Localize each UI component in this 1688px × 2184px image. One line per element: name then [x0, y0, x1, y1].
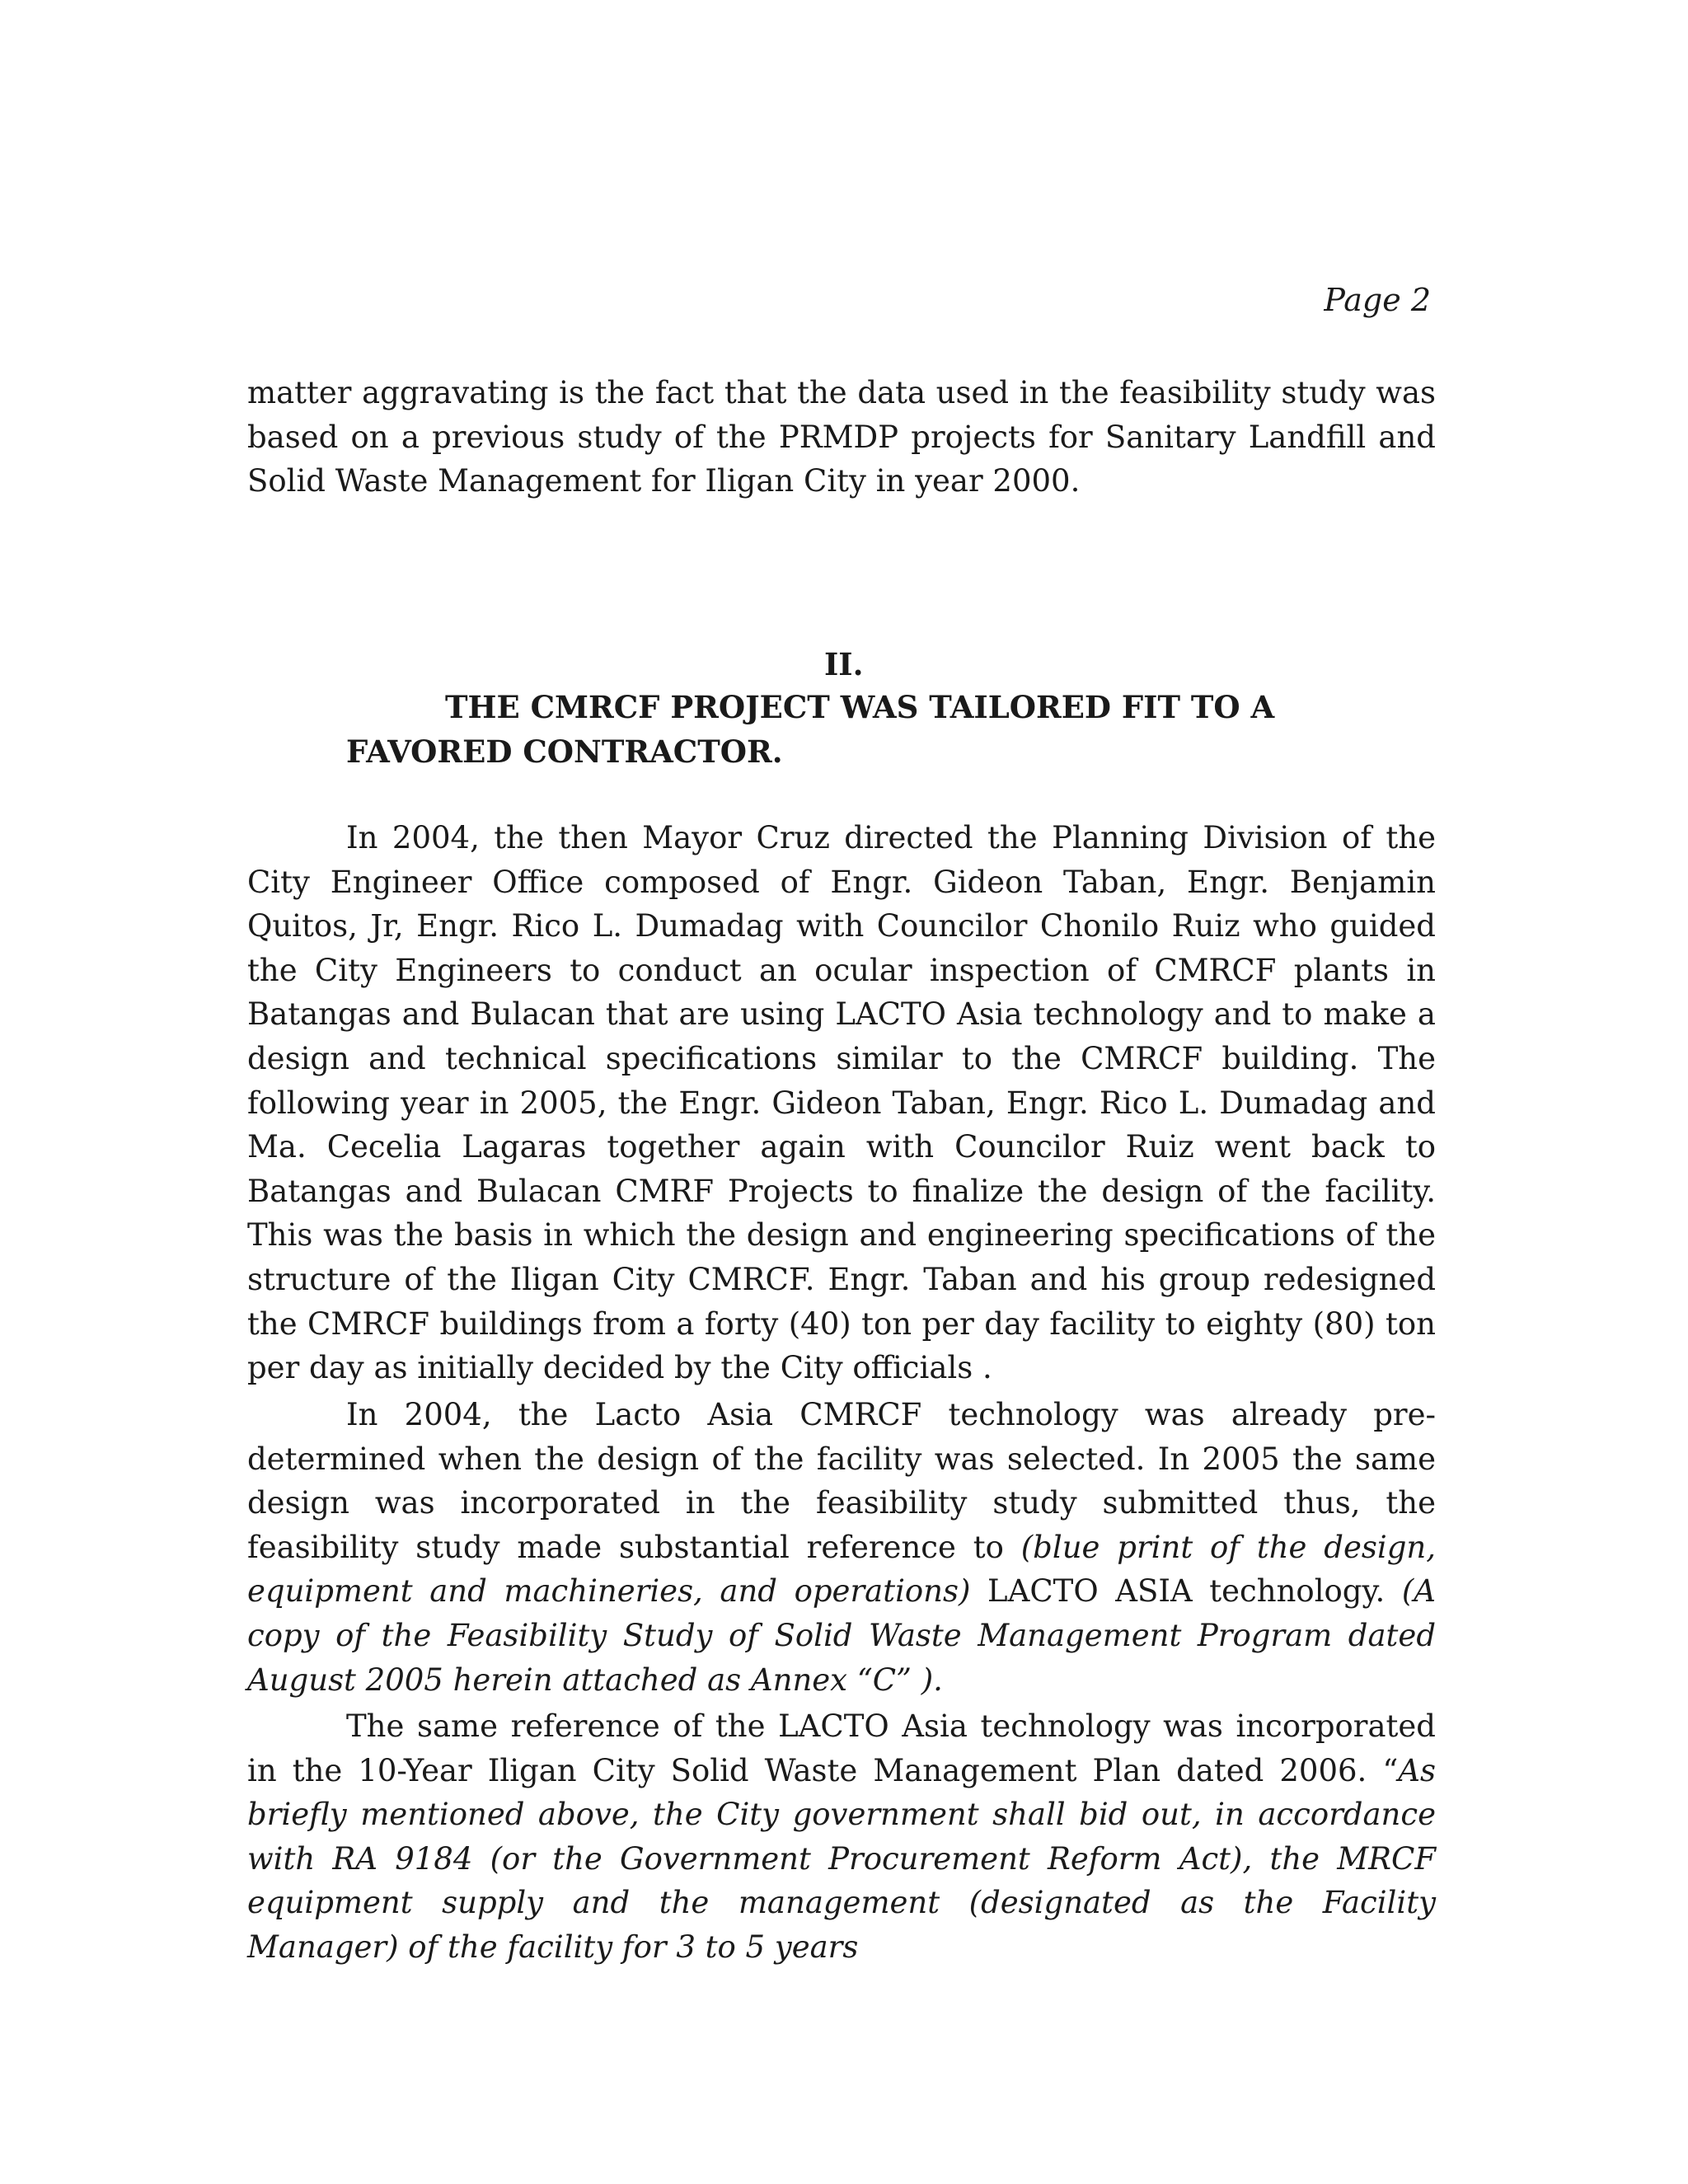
- paragraph-text: LACTO ASIA technology.: [970, 1573, 1402, 1610]
- annex-reference: (A copy of the Feasibility Study of Solid Waste Management Program dated August 2005 herein attached as Annex “C” ).: [247, 1573, 1436, 1698]
- plan-quotation: As briefly mentioned above, the City government shall bid out, in accordance with RA 9184 (or the Government Procurement Reform Act), the MRCF equipment supply and the management (designated as the Facility Manager) of the facility for 3 to 5 years: [247, 1752, 1436, 1965]
- paragraph-planning-division: In 2004, the then Mayor Cruz directed the Planning Division of the City Engineer Office composed of Engr. Gideon Taban, Engr. Benjamin Quitos, Jr, Engr. Rico L. Dumadag with Councilor Chonilo Ruiz who guided the City Engineers to conduct an ocular inspection of CMRCF plants in Batangas and Bulacan that are using LACTO Asia technology and to make a design and technical specifications similar to the CMRCF building. The following year in 2005, the Engr. Gideon Taban, Engr. Rico L. Dumadag and Ma. Cecelia Lagaras together again with Councilor Ruiz went back to Batangas and Bulacan CMRF Projects to finalize the design of the facility. This was the basis in which the design and engineering specifications of the structure of the Iligan City CMRCF. Engr. Taban and his group redesigned the CMRCF buildings from a forty (40) ton per day facility to eighty (80) ton per day as initially decided by the City officials .: [247, 820, 1436, 1386]
- intro-paragraph: matter aggravating is the fact that the data used in the feasibility study was based on a previous study of the PRMDP projects for Sanitary Landfill and Solid Waste Management for Iligan City in year 2000.: [247, 375, 1436, 499]
- paragraph-text: The same reference of the LACTO Asia technology was incorporated in the 10-Year Iligan City Solid Waste Management Plan dated 2006. “: [247, 1708, 1436, 1788]
- paragraph-waste-management-plan: [247, 1704, 1436, 1970]
- section-number: II.: [824, 646, 864, 682]
- paragraph-text: In 2004, the Lacto Asia CMRCF technology was already pre-determined when the design of the facility was selected. In 2005 the same design was incorporated in the feasibility study submitted thus, the feasibility study made substantial reference to: [247, 1397, 1436, 1565]
- paragraph-lacto-asia-feasibility: [247, 1393, 1436, 1702]
- page-number: Page 2: [1324, 282, 1431, 318]
- section-title: THE CMRCF PROJECT WAS TAILORED FIT TO A FAVORED CONTRACTOR.: [346, 689, 1275, 770]
- paragraph-italic-text: (blue print of the design, equipment and machineries, and operations): [247, 1529, 1436, 1610]
